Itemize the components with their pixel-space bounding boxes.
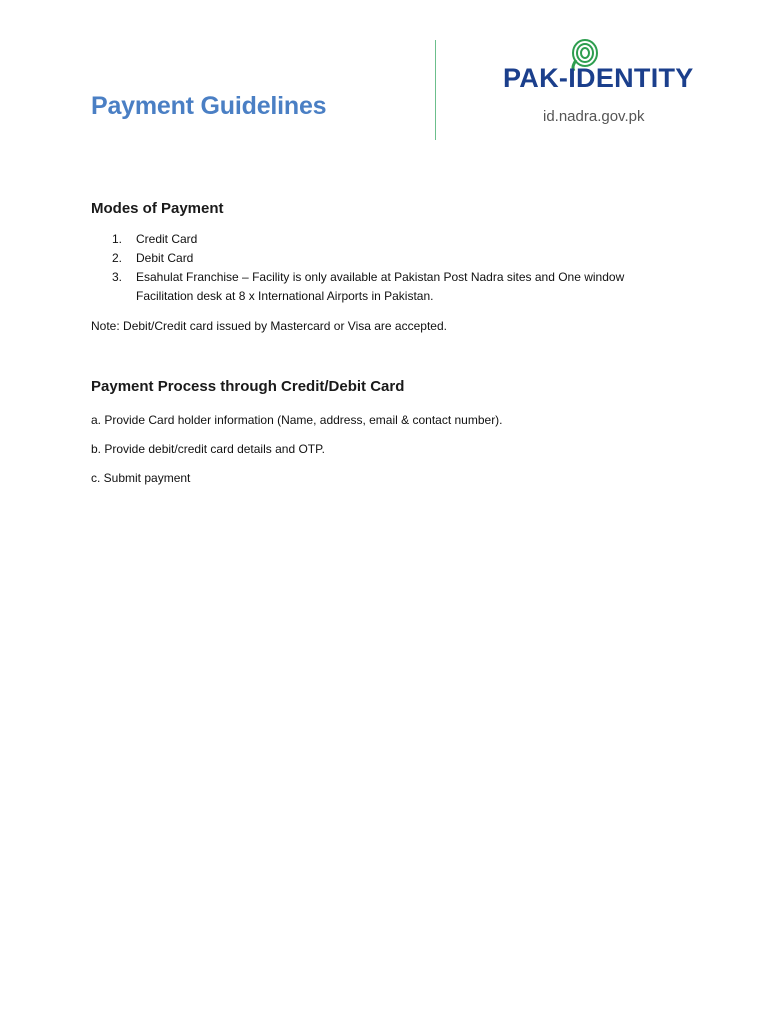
- page-title: Payment Guidelines: [91, 92, 327, 120]
- process-heading: Payment Process through Credit/Debit Card: [91, 378, 405, 395]
- pak-identity-logo: [503, 38, 703, 98]
- site-url: id.nadra.gov.pk: [543, 108, 645, 125]
- logo-wordmark: PAK-IDENTITY: [503, 63, 694, 93]
- process-step-b: b. Provide debit/credit card details and OTP.: [91, 442, 325, 456]
- note-label: Note:: [91, 319, 120, 333]
- header-divider: [435, 40, 436, 140]
- payment-note: [91, 317, 447, 336]
- list-item: 3. Esahulat Franchise – Facility is only available at Pakistan Post Nadra sites and One window Facilitation desk at 8 x International Airports in Pakistan.: [112, 270, 625, 303]
- process-step-c: c. Submit payment: [91, 471, 191, 485]
- list-item: 1. Credit Card: [112, 232, 198, 246]
- note-text: Debit/Credit card issued by Mastercard or Visa are accepted.: [123, 319, 447, 333]
- payment-modes-list: [112, 230, 672, 306]
- process-step-a: a. Provide Card holder information (Name, address, email & contact number).: [91, 413, 503, 427]
- modes-heading: Modes of Payment: [91, 200, 224, 217]
- list-item: 2. Debit Card: [112, 251, 194, 265]
